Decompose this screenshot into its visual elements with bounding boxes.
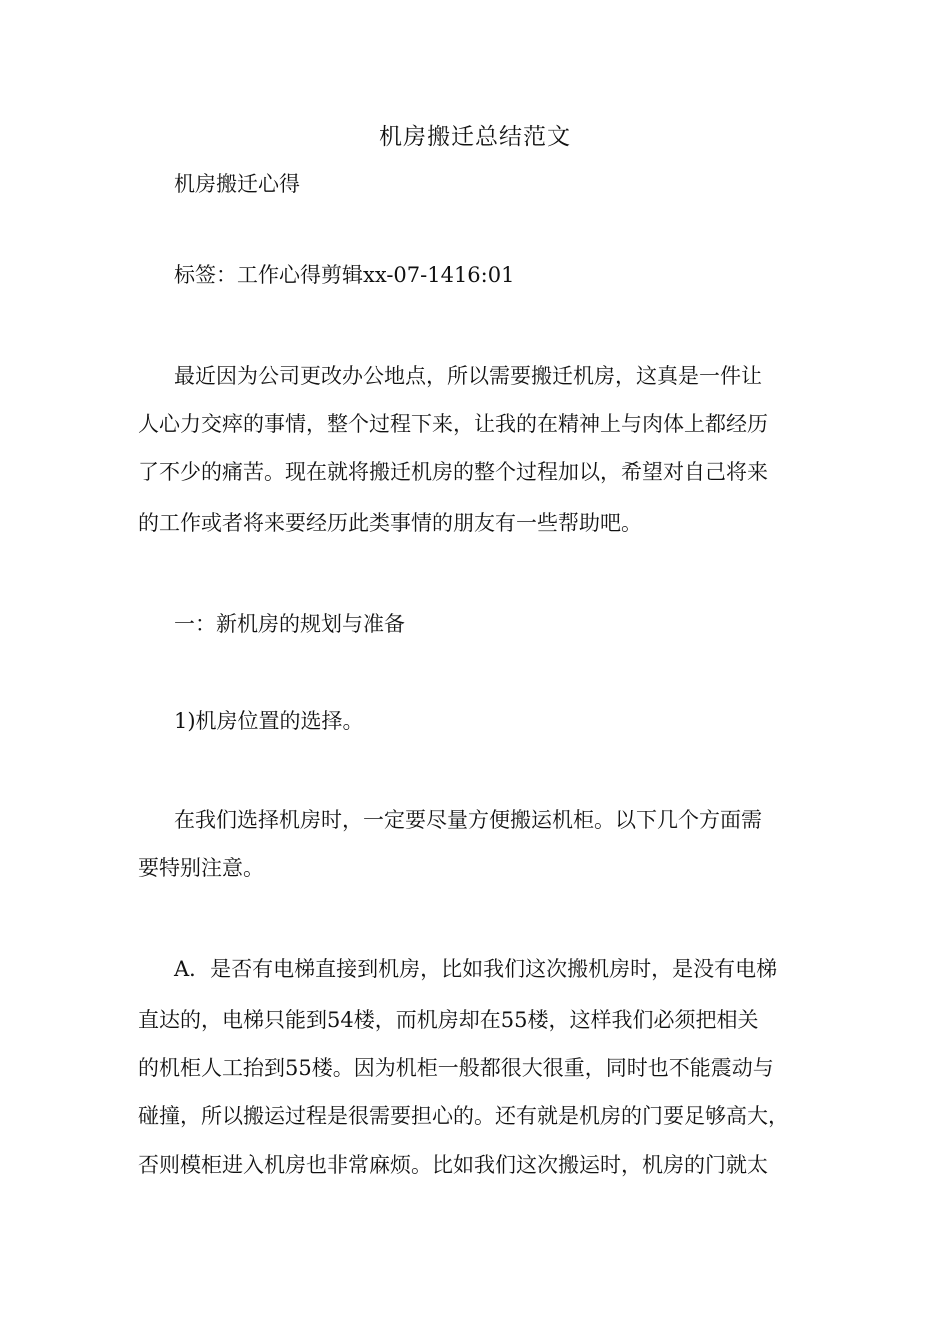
tag-line: 标签：工作心得剪辑xx-07-1416:01 — [174, 263, 515, 287]
section-heading: 一：新机房的规划与准备 — [174, 612, 405, 636]
subtitle: 机房搬迁心得 — [174, 172, 300, 196]
intro-line-1: 最近因为公司更改办公地点，所以需要搬迁机房，这真是一件让 — [174, 364, 762, 388]
para3-line-4: 碰撞，所以搬运过程是很需要担心的。还有就是机房的门要足够高大， — [138, 1104, 789, 1128]
para2-line-1: 在我们选择机房时，一定要尽量方便搬运机柜。以下几个方面需 — [174, 808, 762, 832]
para3-line-5: 否则模柜进入机房也非常麻烦。比如我们这次搬运时，机房的门就太 — [138, 1153, 768, 1177]
document-title: 机房搬迁总结范文 — [379, 124, 571, 150]
subsection-heading: 1)机房位置的选择。 — [174, 709, 364, 733]
para3-line-3: 的机柜人工抬到55楼。因为机柜一般都很大很重，同时也不能震动与 — [138, 1056, 774, 1080]
para3-line-1: A．是否有电梯直接到机房，比如我们这次搬机房时，是没有电梯 — [174, 957, 778, 981]
intro-line-4: 的工作或者将来要经历此类事情的朋友有一些帮助吧。 — [138, 511, 642, 535]
para3-line-2: 直达的，电梯只能到54楼，而机房却在55楼，这样我们必须把相关 — [138, 1008, 759, 1032]
para2-line-2: 要特别注意。 — [138, 856, 264, 880]
intro-line-2: 人心力交瘁的事情，整个过程下来，让我的在精神上与肉体上都经历 — [138, 412, 768, 436]
intro-line-3: 了不少的痛苦。现在就将搬迁机房的整个过程加以，希望对自己将来 — [138, 460, 768, 484]
